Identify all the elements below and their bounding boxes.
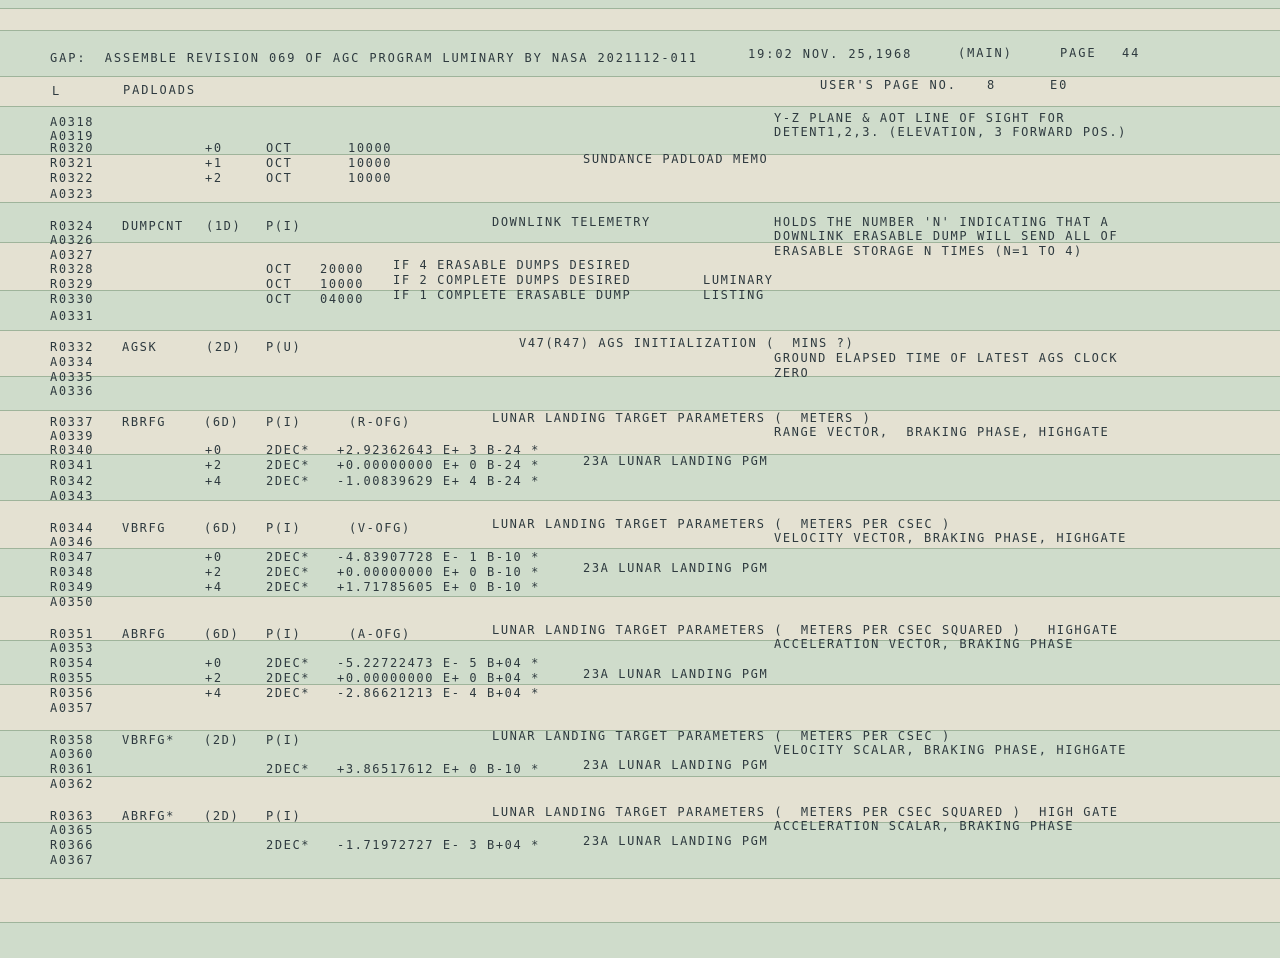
- line-address: R0349: [50, 580, 95, 594]
- line-offset: +1: [205, 156, 223, 170]
- page-number: 44: [1122, 46, 1141, 60]
- constant-value: 20000: [320, 262, 365, 276]
- paper-rule: [0, 290, 1280, 291]
- line-address: R0322: [50, 171, 95, 185]
- constant-value: 10000: [320, 277, 365, 291]
- opcode: OCT: [266, 292, 293, 306]
- opcode: 2DEC*: [266, 656, 311, 670]
- paper-rule: [0, 76, 1280, 77]
- line-note: 23A LUNAR LANDING PGM: [583, 834, 769, 848]
- paper-band: [0, 822, 1280, 878]
- line-address: R0348: [50, 565, 95, 579]
- scale-factor: P(I): [266, 415, 302, 429]
- constant-value: +2.92362643 E+ 3 B-24 *: [337, 443, 540, 457]
- line-address: A0331: [50, 309, 95, 323]
- line-address: R0328: [50, 262, 95, 276]
- constant-value: +1.71785605 E+ 0 B-10 *: [337, 580, 540, 594]
- line-address: A0336: [50, 384, 95, 398]
- users-page-label: USER'S PAGE NO.: [820, 78, 957, 92]
- line-comment: GROUND ELAPSED TIME OF LATEST AGS CLOCK: [774, 351, 1119, 365]
- word-size: (2D): [204, 809, 240, 823]
- symbol-name: RBRFG: [122, 415, 167, 429]
- line-address: A0335: [50, 370, 95, 384]
- line-address: A0318: [50, 115, 95, 129]
- line-address: A0323: [50, 187, 95, 201]
- line-address: R0341: [50, 458, 95, 472]
- opcode: 2DEC*: [266, 580, 311, 594]
- line-address: R0332: [50, 340, 95, 354]
- paper-rule: [0, 330, 1280, 331]
- constant-value: 10000: [348, 141, 393, 155]
- line-offset: +4: [205, 580, 223, 594]
- line-note: 23A LUNAR LANDING PGM: [583, 454, 769, 468]
- line-comment: HOLDS THE NUMBER 'N' INDICATING THAT A: [774, 215, 1110, 229]
- segment-label: (MAIN): [958, 46, 1013, 60]
- scale-factor: P(I): [266, 809, 302, 823]
- line-address: R0337: [50, 415, 95, 429]
- opcode: 2DEC*: [266, 443, 311, 457]
- scale-factor: P(I): [266, 521, 302, 535]
- assembly-header: GAP: ASSEMBLE REVISION 069 OF AGC PROGRAM LUMINARY BY NASA 2021112-011: [50, 51, 698, 65]
- word-size: (2D): [204, 733, 240, 747]
- line-address: R0366: [50, 838, 95, 852]
- symbol-formula: (R-OFG): [349, 415, 411, 429]
- constant-value: -1.00839629 E+ 4 B-24 *: [337, 474, 540, 488]
- parameter-description: LUNAR LANDING TARGET PARAMETERS ( METERS PER CSEC ): [492, 729, 951, 743]
- word-size: (1D): [206, 219, 242, 233]
- line-comment: VELOCITY VECTOR, BRAKING PHASE, HIGHGATE: [774, 531, 1127, 545]
- paper-rule: [0, 202, 1280, 203]
- paper-band: [0, 376, 1280, 410]
- opcode: 2DEC*: [266, 474, 311, 488]
- paper-rule: [0, 548, 1280, 549]
- parameter-description: V47(R47) AGS INITIALIZATION ( MINS ?): [519, 336, 855, 350]
- symbol-name: ABRFG*: [122, 809, 175, 823]
- parameter-description: LUNAR LANDING TARGET PARAMETERS ( METERS PER CSEC SQUARED ) HIGHGATE: [492, 623, 1119, 637]
- line-comment: Y-Z PLANE & AOT LINE OF SIGHT FOR: [774, 111, 1066, 125]
- line-address: R0355: [50, 671, 95, 685]
- symbol-name: DUMPCNT: [122, 219, 184, 233]
- line-comment: ERASABLE STORAGE N TIMES (N=1 TO 4): [774, 244, 1083, 258]
- line-address: A0334: [50, 355, 95, 369]
- opcode: 2DEC*: [266, 686, 311, 700]
- word-size: (6D): [204, 415, 240, 429]
- line-comment: VELOCITY SCALAR, BRAKING PHASE, HIGHGATE: [774, 743, 1127, 757]
- symbol-formula: (A-OFG): [349, 627, 411, 641]
- line-offset: +2: [205, 565, 223, 579]
- opcode: OCT: [266, 262, 293, 276]
- line-address: A0365: [50, 823, 95, 837]
- opcode: 2DEC*: [266, 671, 311, 685]
- line-comment: ACCELERATION SCALAR, BRAKING PHASE: [774, 819, 1075, 833]
- opcode: OCT: [266, 141, 293, 155]
- paper-rule: [0, 822, 1280, 823]
- parameter-description: LUNAR LANDING TARGET PARAMETERS ( METERS PER CSEC SQUARED ) HIGH GATE: [492, 805, 1119, 819]
- constant-value: +0.00000000 E+ 0 B-10 *: [337, 565, 540, 579]
- line-address: R0340: [50, 443, 95, 457]
- paper-rule: [0, 684, 1280, 685]
- line-address: R0363: [50, 809, 95, 823]
- line-address: A0360: [50, 747, 95, 761]
- paper-rule: [0, 30, 1280, 31]
- scale-factor: P(U): [266, 340, 302, 354]
- line-note: 23A LUNAR LANDING PGM: [583, 667, 769, 681]
- line-address: R0321: [50, 156, 95, 170]
- line-offset: +0: [205, 443, 223, 457]
- word-size: (6D): [204, 627, 240, 641]
- constant-value: +0.00000000 E+ 0 B-24 *: [337, 458, 540, 472]
- parameter-description: LUNAR LANDING TARGET PARAMETERS ( METERS PER CSEC ): [492, 517, 951, 531]
- opcode: OCT: [266, 277, 293, 291]
- line-offset: +4: [205, 474, 223, 488]
- margin-annotation: LISTING: [703, 288, 765, 302]
- line-note: IF 4 ERASABLE DUMPS DESIRED: [393, 258, 632, 272]
- parameter-description: DOWNLINK TELEMETRY: [492, 215, 651, 229]
- paper-rule: [0, 106, 1280, 107]
- line-address: A0353: [50, 641, 95, 655]
- line-comment: RANGE VECTOR, BRAKING PHASE, HIGHGATE: [774, 425, 1110, 439]
- line-address: A0319: [50, 129, 95, 143]
- line-address: A0350: [50, 595, 95, 609]
- paper-rule: [0, 878, 1280, 879]
- line-offset: +2: [205, 671, 223, 685]
- scale-factor: P(I): [266, 219, 302, 233]
- paper-band: [0, 290, 1280, 330]
- constant-value: 04000: [320, 292, 365, 306]
- paper-rule: [0, 776, 1280, 777]
- paper-rule: [0, 8, 1280, 9]
- line-address: A0362: [50, 777, 95, 791]
- users-page-code: E0: [1050, 78, 1069, 92]
- opcode: 2DEC*: [266, 762, 311, 776]
- line-offset: +2: [205, 458, 223, 472]
- line-offset: +0: [205, 550, 223, 564]
- line-address: R0342: [50, 474, 95, 488]
- line-address: R0320: [50, 141, 95, 155]
- opcode: 2DEC*: [266, 838, 311, 852]
- constant-value: -1.71972727 E- 3 B+04 *: [337, 838, 540, 852]
- line-address: A0367: [50, 853, 95, 867]
- opcode: 2DEC*: [266, 550, 311, 564]
- symbol-name: ABRFG: [122, 627, 167, 641]
- paper-rule: [0, 500, 1280, 501]
- line-note: 23A LUNAR LANDING PGM: [583, 758, 769, 772]
- paper-band: [0, 922, 1280, 958]
- line-comment: ACCELERATION VECTOR, BRAKING PHASE: [774, 637, 1075, 651]
- constant-value: +0.00000000 E+ 0 B+04 *: [337, 671, 540, 685]
- line-offset: +4: [205, 686, 223, 700]
- line-address: A0343: [50, 489, 95, 503]
- users-page-number: 8: [987, 78, 997, 92]
- margin-annotation: LUMINARY: [703, 273, 774, 287]
- print-datetime: 19:02 NOV. 25,1968: [748, 47, 913, 61]
- symbol-name: VBRFG*: [122, 733, 175, 747]
- section-title: PADLOADS: [123, 83, 196, 97]
- line-address: R0329: [50, 277, 95, 291]
- word-size: (2D): [206, 340, 242, 354]
- line-address: R0324: [50, 219, 95, 233]
- constant-value: -4.83907728 E- 1 B-10 *: [337, 550, 540, 564]
- line-address: A0339: [50, 429, 95, 443]
- symbol-name: AGSK: [122, 340, 158, 354]
- paper-rule: [0, 922, 1280, 923]
- line-note: SUNDANCE PADLOAD MEMO: [583, 152, 769, 166]
- constant-value: +3.86517612 E+ 0 B-10 *: [337, 762, 540, 776]
- scale-factor: P(I): [266, 627, 302, 641]
- paper-rule: [0, 376, 1280, 377]
- constant-value: -5.22722473 E- 5 B+04 *: [337, 656, 540, 670]
- opcode: OCT: [266, 171, 293, 185]
- line-offset: +2: [205, 171, 223, 185]
- line-address: R0347: [50, 550, 95, 564]
- line-address: R0358: [50, 733, 95, 747]
- line-address: A0326: [50, 233, 95, 247]
- opcode: 2DEC*: [266, 458, 311, 472]
- line-address: A0327: [50, 248, 95, 262]
- line-address: R0354: [50, 656, 95, 670]
- constant-value: -2.86621213 E- 4 B+04 *: [337, 686, 540, 700]
- paper-rule: [0, 596, 1280, 597]
- line-comment: DETENT1,2,3. (ELEVATION, 3 FORWARD POS.): [774, 125, 1127, 139]
- line-offset: +0: [205, 656, 223, 670]
- word-size: (6D): [204, 521, 240, 535]
- line-comment: ZERO: [774, 366, 810, 380]
- paper-rule: [0, 640, 1280, 641]
- line-offset: +0: [205, 141, 223, 155]
- line-address: A0346: [50, 535, 95, 549]
- scale-factor: P(I): [266, 733, 302, 747]
- page-label: PAGE: [1060, 46, 1097, 60]
- line-address: A0357: [50, 701, 95, 715]
- line-comment: DOWNLINK ERASABLE DUMP WILL SEND ALL OF: [774, 229, 1119, 243]
- paper-band: [0, 0, 1280, 8]
- line-address: R0330: [50, 292, 95, 306]
- line-note: IF 2 COMPLETE DUMPS DESIRED: [393, 273, 632, 287]
- constant-value: 10000: [348, 156, 393, 170]
- line-note: IF 1 COMPLETE ERASABLE DUMP: [393, 288, 632, 302]
- line-address: R0356: [50, 686, 95, 700]
- line-address: R0361: [50, 762, 95, 776]
- line-address: R0351: [50, 627, 95, 641]
- column-l-label: L: [52, 84, 62, 98]
- opcode: OCT: [266, 156, 293, 170]
- constant-value: 10000: [348, 171, 393, 185]
- line-note: 23A LUNAR LANDING PGM: [583, 561, 769, 575]
- symbol-formula: (V-OFG): [349, 521, 411, 535]
- parameter-description: LUNAR LANDING TARGET PARAMETERS ( METERS ): [492, 411, 872, 425]
- opcode: 2DEC*: [266, 565, 311, 579]
- line-address: R0344: [50, 521, 95, 535]
- symbol-name: VBRFG: [122, 521, 167, 535]
